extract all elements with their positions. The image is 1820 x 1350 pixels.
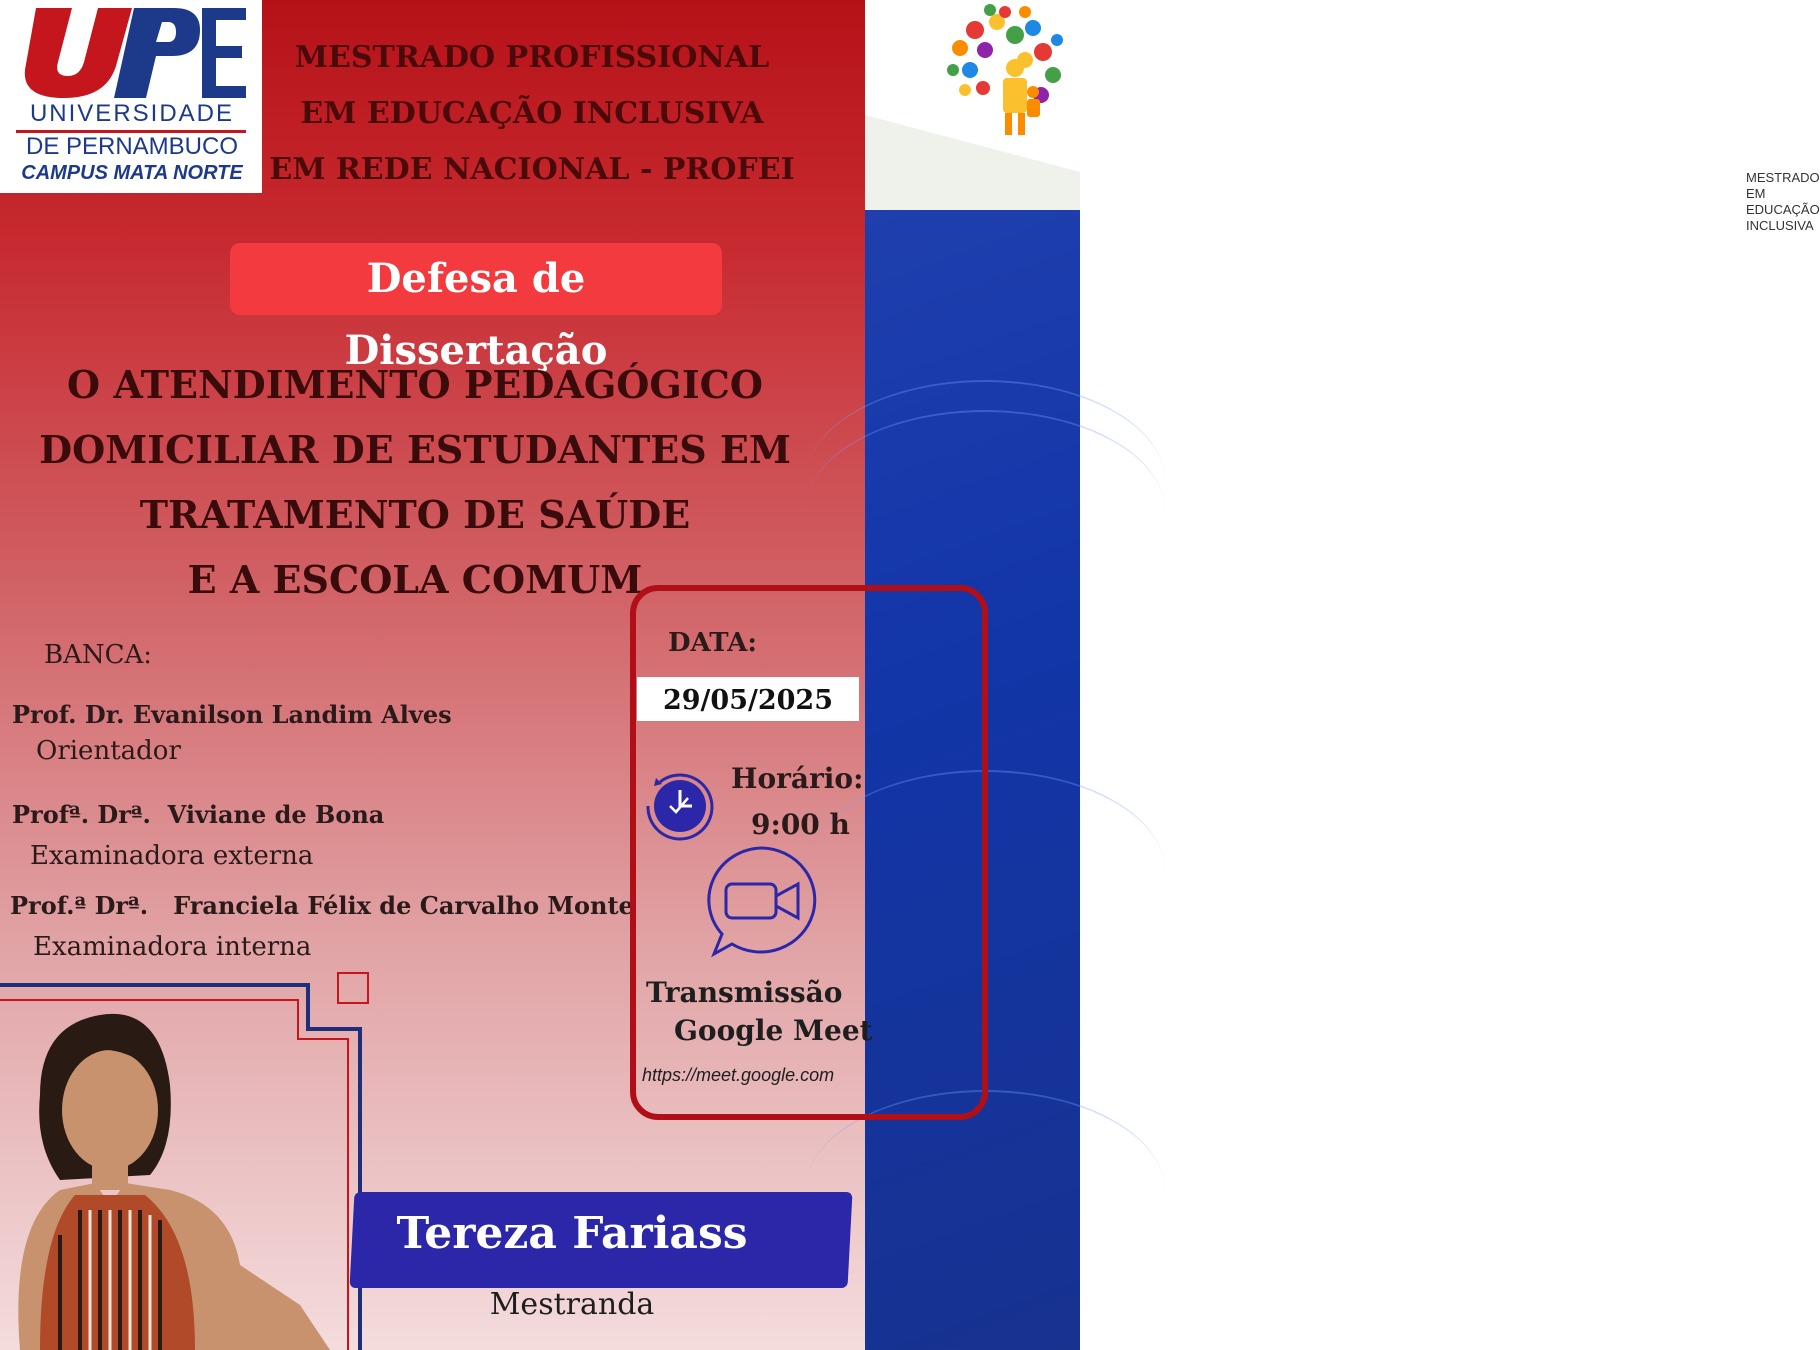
video-call-icon bbox=[702, 842, 822, 960]
upe-letters-logo bbox=[14, 4, 248, 100]
upe-campus-text: CAMPUS MATA NORTE bbox=[21, 162, 243, 184]
member-name-internal: Prof.ª Drª. Franciela Félix de Carvalho Monte bbox=[10, 891, 634, 920]
time-value: 9:00 h bbox=[751, 808, 850, 841]
meeting-url[interactable]: https://meet.google.com bbox=[642, 1065, 835, 1085]
upe-state-text: DE PERNAMBUCO bbox=[25, 133, 239, 160]
candidate-role: Mestranda bbox=[489, 1287, 655, 1322]
profei-caption: MESTRADO EM EDUCAÇÃO INCLUSIVA bbox=[1746, 170, 1820, 233]
candidate-name: Tereza Fariass bbox=[396, 1208, 748, 1259]
time-label: Horário: bbox=[731, 762, 864, 795]
profei-hands-logo bbox=[865, 0, 1080, 150]
member-name-external: Profª. Drª. Viviane de Bona bbox=[12, 800, 385, 829]
transmission-label: Transmissão bbox=[646, 976, 843, 1009]
upe-logo bbox=[0, 0, 262, 193]
platform-label: Google Meet bbox=[674, 1014, 873, 1047]
event-type-badge: Defesa de Dissertação bbox=[230, 243, 722, 315]
upe-university-text: UNIVERSIDADE bbox=[29, 100, 235, 127]
date-label: DATA: bbox=[668, 628, 757, 658]
program-title: MESTRADO PROFISSIONAL EM EDUCAÇÃO INCLUSIVA EM REDE NACIONAL - PROFEI bbox=[269, 40, 795, 187]
banca-label: BANCA: bbox=[44, 640, 153, 670]
member-role-advisor: Orientador bbox=[36, 736, 181, 766]
dissertation-title: O ATENDIMENTO PEDAGÓGICO DOMICILIAR DE ESTUDANTES EM TRATAMENTO DE SAÚDE E A ESCOLA COMUM bbox=[39, 362, 791, 602]
member-role-external: Examinadora externa bbox=[30, 841, 314, 871]
candidate-photo bbox=[0, 1005, 360, 1350]
date-value: 29/05/2025 bbox=[637, 677, 859, 721]
clock-icon bbox=[638, 770, 722, 842]
profei-logo-panel bbox=[865, 0, 1820, 233]
member-name-advisor: Prof. Dr. Evanilson Landim Alves bbox=[12, 700, 452, 729]
member-role-internal: Examinadora interna bbox=[33, 932, 312, 962]
